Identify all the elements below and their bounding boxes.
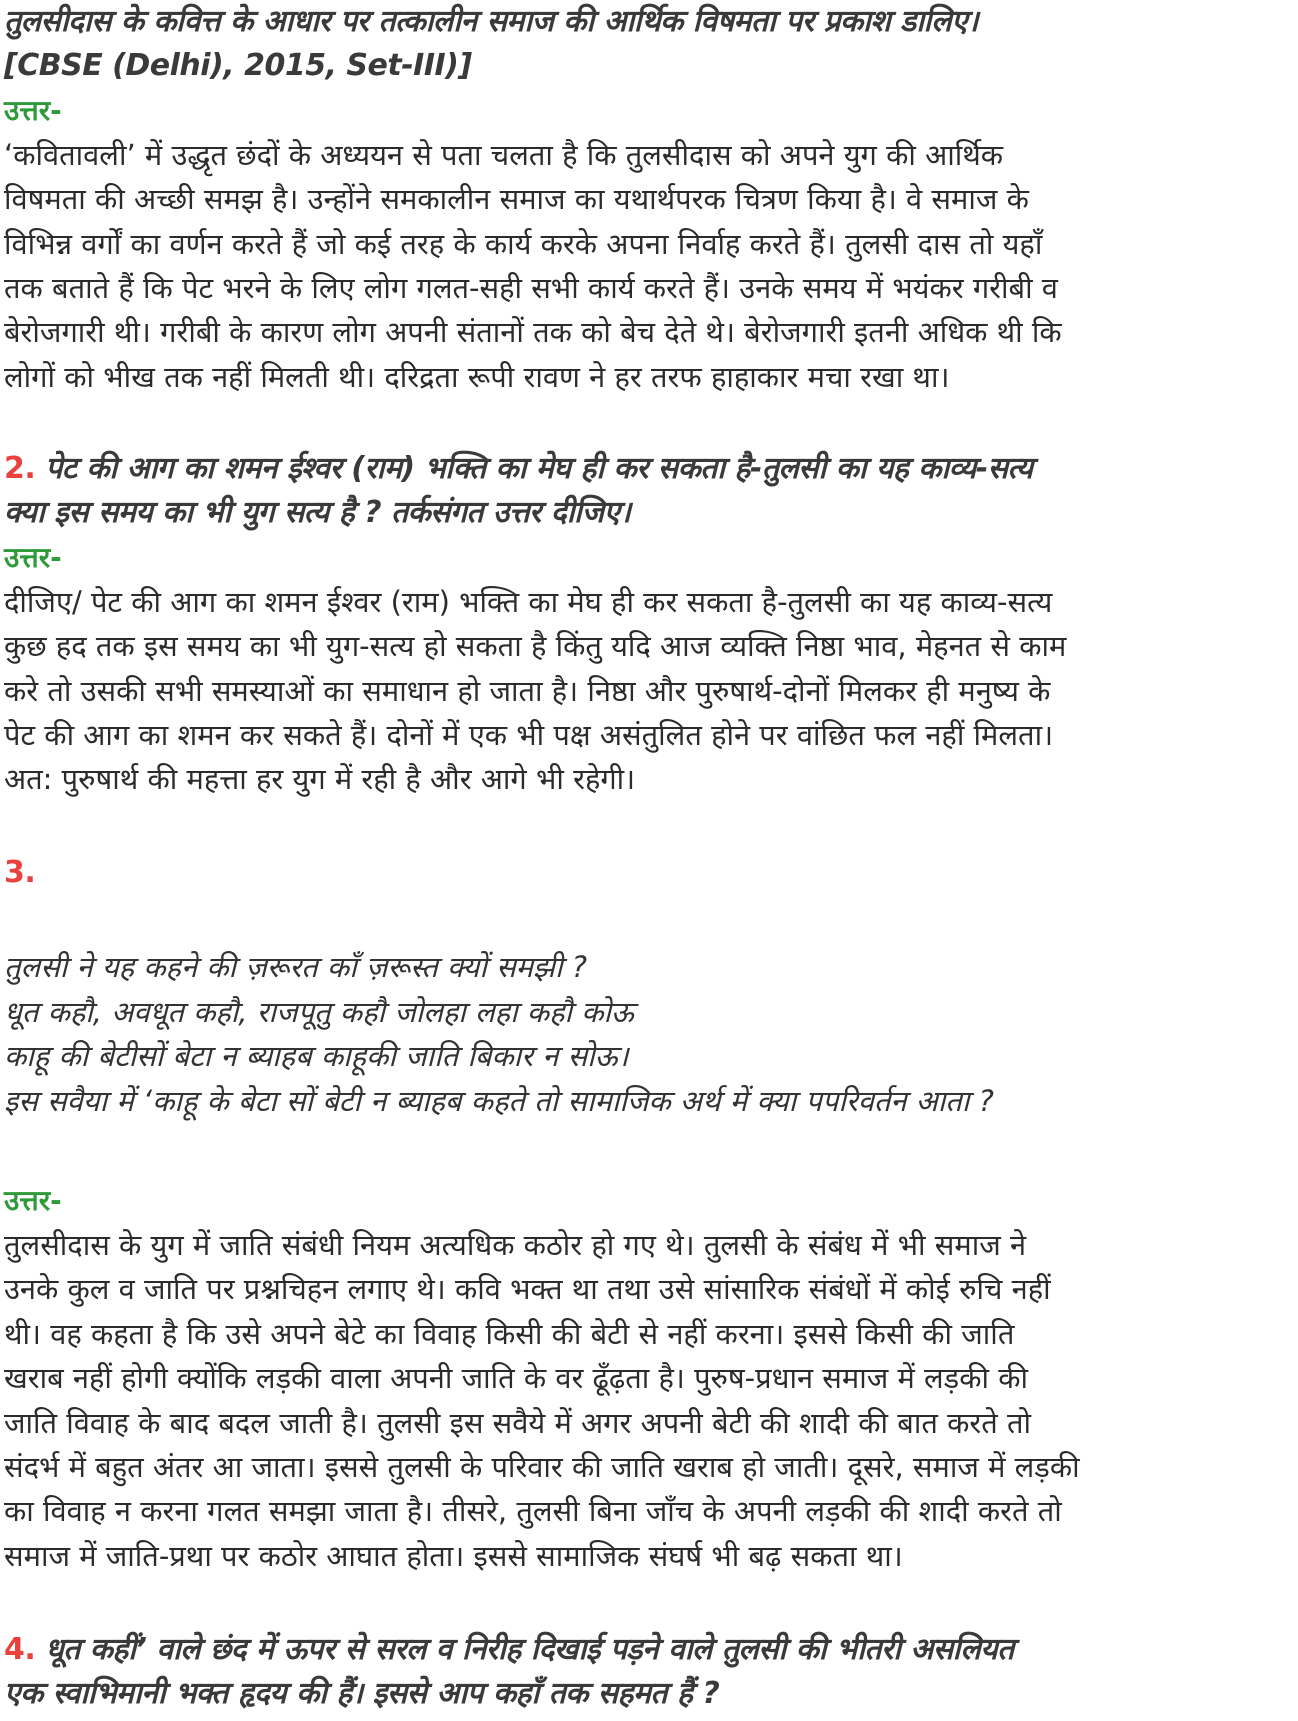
answer-line: कुछ हद तक इस समय का भी युग-सत्य हो सकता है किंतु यदि आज व्यक्ति निष्ठा भाव, मेहनत से काम [4,629,1067,664]
question-2 [4,447,1298,802]
answer-line: उनके कुल व जाति पर प्रश्नचिहन लगाए थे। कवि भक्त था तथा उसे सांसारिक संबंधों में कोई रुचि नहीं [4,1272,1051,1307]
question-line: इस सवैया में ‘काहू के बेटा सों बेटी न ब्याहब कहते तो सामाजिक अर्थ में क्या पपरिवर्तन आता ? [4,1083,994,1118]
question-text: तुलसीदास के कवित्त के आधार पर तत्कालीन समाज की आर्थिक विषमता पर प्रकाश डालिए। [4,4,979,39]
question-line: पेट की आग का शमन ईश्वर (राम) भक्ति का मेघ ही कर सकता है-तुलसी का यह काव्य-सत्य [45,451,1033,486]
answer-line: ‘कवितावली’ में उद्धृत छंदों के अध्ययन से पता चलता है कि तुलसीदास को अपने युग की आर्थिक [4,137,1004,172]
answer-line: विषमता की अच्छी समझ है। उन्होंने समकालीन समाज का यथार्थपरक चित्रण किया है। वे समाज के [4,182,1029,217]
answer-label: उत्तर- [4,540,62,574]
answer-line: बेरोजगारी थी। गरीबी के कारण लोग अपनी संतानों तक को बेच देते थे। बेरोजगारी इतनी अधिक थी कि [4,315,1062,350]
question-number: 4. [4,1632,36,1667]
answer-line: पेट की आग का शमन कर सकते हैं। दोनों में एक भी पक्ष असंतुलित होने पर वांछित फल नहीं मिलता। [4,718,1054,753]
answer-label: उत्तर- [4,1184,62,1218]
question-source: [CBSE (Delhi), 2015, Set-III)] [4,48,472,84]
question-line: धूत कहौ, अवधूत कहौ, राजपूतु कहौ जोलहा लहा कहौ कोऊ [4,994,634,1029]
answer-line: का विवाह न करना गलत समझा जाता है। तीसरे, तुलसी बिना जाँच के अपनी लड़की की शादी करते तो [4,1494,1062,1529]
answer-line: समाज में जाति-प्रथा पर कठोर आघात होता। इससे सामाजिक संघर्ष भी बढ़ सकता था। [4,1538,903,1573]
answer-text [4,580,1298,802]
answer-line: विभिन्न वर्गों का वर्णन करते हैं जो कई तरह के कार्य करके अपना निर्वाह करते हैं। तुलसी दास तो यहाँ [4,226,1043,261]
question-4 [4,1628,1298,1717]
question-text [4,1628,1298,1672]
question-line: धूत कहीं’ वाले छंद में ऊपर से सरल व निरीह दिखाई पड़ने वाले तुलसी की भीतरी असलियत [45,1632,1014,1667]
answer-text [4,1223,1298,1578]
answer-text [4,133,1298,399]
answer-line: थी। वह कहता है कि उसे अपने बेटे का विवाह किसी की बेटी से नहीं करना। इससे किसी की जाति [4,1316,1015,1351]
answer-line: तक बताते हैं कि पेट भरने के लिए लोग गलत-सही सभी कार्य करते हैं। उनके समय में भयंकर गरीबी व [4,271,1058,306]
question-text [4,447,1298,491]
question-number-line [4,851,1298,895]
question-number: 3. [4,855,36,890]
answer-line: संदर्भ में बहुत अंतर आ जाता। इससे तुलसी के परिवार की जाति खराब हो जाती। दूसरे, समाज में लड़की [4,1450,1080,1485]
question-line: काहू की बेटीसों बेटा न ब्याहब काहूकी जाति बिकार न सोऊ। [4,1039,629,1074]
answer-line: तुलसीदास के युग में जाति संबंधी नियम अत्यधिक कठोर हो गए थे। तुलसी के संबंध में भी समाज ने [4,1228,1027,1263]
answer-line: जाति विवाह के बाद बदल जाती है। तुलसी इस सवैये में अगर अपनी बेटी की शादी की बात करते तो [4,1405,1032,1440]
question-1 [4,0,1298,399]
answer-line: खराब नहीं होगी क्योंकि लड़की वाला अपनी जाति के वर ढूँढ़ता है। पुरुष-प्रधान समाज में लड़की की [4,1361,1028,1396]
question-line: एक स्वाभिमानी भक्त हृदय की हैं। इससे आप कहाँ तक सहमत हैं ? [4,1676,720,1712]
answer-line: दीजिए/ पेट की आग का शमन ईश्वर (राम) भक्ति का मेघ ही कर सकता है-तुलसी का यह काव्य-सत्य [4,584,1053,619]
question-line: तुलसी ने यह कहने की ज़रूरत काँ ज़रूस्त क्यों समझी ? [4,950,588,985]
question-line: क्या इस समय का भी युग सत्य है ? तर्कसंगत उत्तर दीजिए। [4,495,631,531]
answer-line: अत: पुरुषार्थ की महत्ता हर युग में रही है और आगे भी रहेगी। [4,762,636,797]
answer-label: उत्तर- [4,93,62,127]
answer-line: लोगों को भीख तक नहीं मिलती थी। दरिद्रता रूपी रावण ने हर तरफ हाहाकार मचा रखा था। [4,359,950,394]
answer-line: करे तो उसकी सभी समस्याओं का समाधान हो जाता है। निष्ठा और पुरुषार्थ-दोनों मिलकर ही मनुष्य के [4,673,1051,708]
question-number: 2. [4,451,36,486]
question-3 [4,851,1298,1578]
